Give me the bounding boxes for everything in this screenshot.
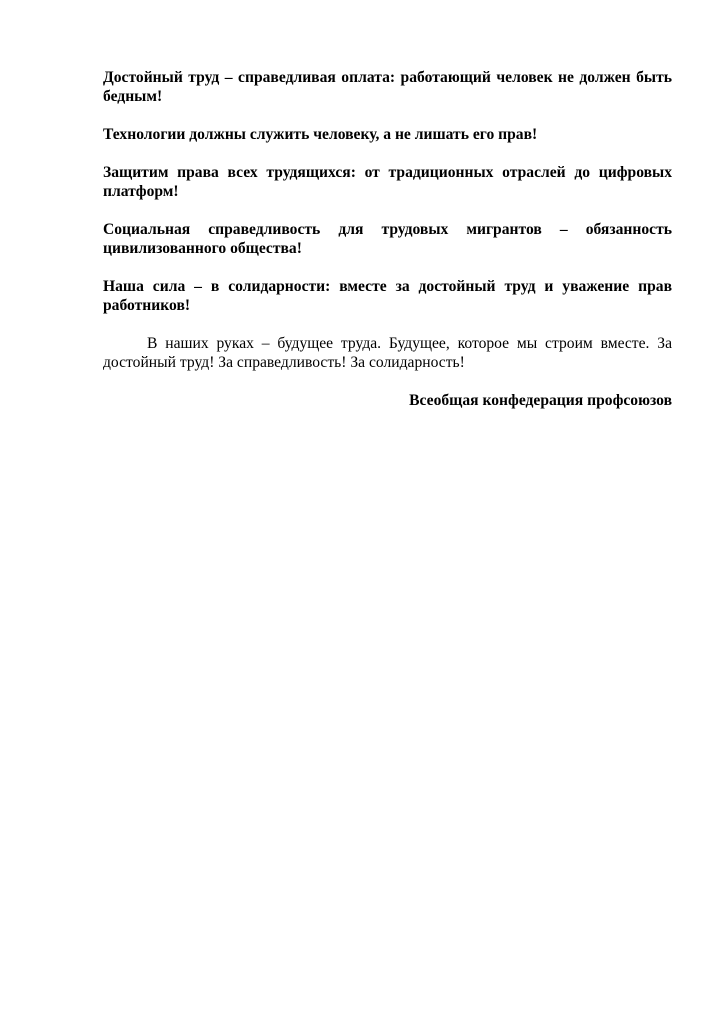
slogan-migrants: Социальная справедливость для трудовых мигрантов – обязанность цивилизованного общества!	[103, 221, 672, 257]
slogan-decent-work: Достойный труд – справедливая оплата: работающий человек не должен быть бедным!	[103, 69, 672, 105]
slogan-technology: Технологии должны служить человеку, а не лишать его прав!	[103, 126, 538, 143]
slogan-solidarity: Наша сила – в солидарности: вместе за достойный труд и уважение прав работников!	[103, 278, 672, 314]
slogan-workers-rights: Защитим права всех трудящихся: от традиционных отраслей до цифровых платформ!	[103, 164, 672, 200]
document-page	[103, 68, 672, 410]
closing-paragraph: В наших руках – будущее труда. Будущее, которое мы строим вместе. За достойный труд! За справедливость! За солидарность!	[103, 335, 672, 371]
signature: Всеобщая конфедерация профсоюзов	[409, 392, 672, 409]
